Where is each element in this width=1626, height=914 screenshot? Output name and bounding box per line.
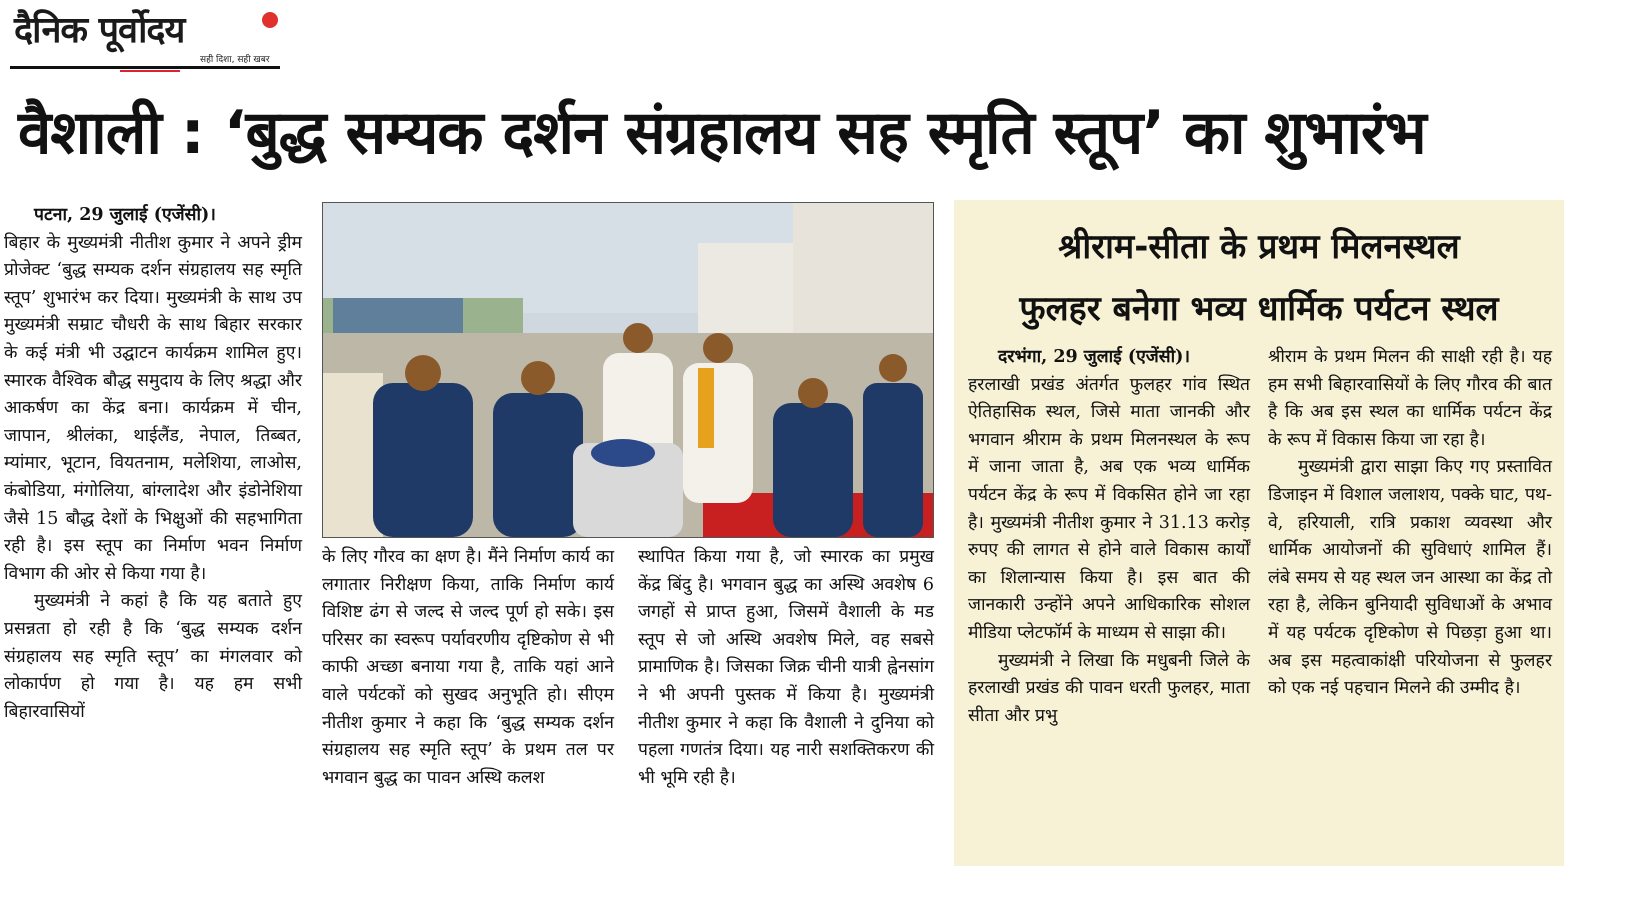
article1-paragraph2: मुख्यमंत्री ने कहां है कि यह बताते हुए प्रसन्नता हो रही है कि ‘बुद्ध सम्यक दर्शन संग्रहालय सह स्मृति स्तूप’ का मंगलवार को लोकार्पण हो गया है। यह हम सभी बिहारवासियों bbox=[4, 591, 302, 722]
main-headline: वैशाली : ‘बुद्ध सम्यक दर्शन संग्रहालय सह स्मृति स्तूप’ का शुभारंभ bbox=[18, 98, 1426, 168]
masthead bbox=[10, 4, 280, 72]
article2-paragraph4: मुख्यमंत्री द्वारा साझा किए गए प्रस्तावित डिजाइन में विशाल जलाशय, पक्के घाट, पथ-वे, हरियाली, रात्रि प्रकाश व्यवस्था और धार्मिक आयोजनों की सुविधाएं शामिल हैं। लंबे समय से यह स्थल जन आस्था का केंद्र तो रहा है, लेकिन बुनियादी सुविधाओं के अभाव में यह पर्यटक दृष्टिकोण से पिछड़ा हुआ था। अब इस महत्वाकांक्षी परियोजना से फुलहर को एक नई पहचान मिलने की उम्मीद है। bbox=[1268, 457, 1552, 699]
photo-illustration bbox=[323, 203, 933, 537]
news-photo bbox=[322, 202, 934, 538]
article2-column2 bbox=[1268, 344, 1552, 703]
article1-column3: स्थापित किया गया है, जो स्मारक का प्रमुख केंद्र बिंदु है। भगवान बुद्ध का अस्थि अवशेष 6 जगहों से प्राप्त हुआ, जिसमें वैशाली के मड स्तूप से जो अस्थि अवशेष मिले, वह सबसे प्रामाणिक है। जिसका जिक्र चीनी यात्री ह्वेनसांग ने भी अपनी पुस्तक में किया है। मुख्यमंत्री नीतीश कुमार ने कहा कि वैशाली ने दुनिया को पहला गणतंत्र दिया। यह नारी सशक्तिकरण की भी भूमि रही है। bbox=[638, 547, 934, 788]
tagline: सही दिशा, सही खबर bbox=[200, 55, 270, 65]
article2-paragraph1: हरलाखी प्रखंड अंतर्गत फुलहर गांव स्थित ऐतिहासिक स्थल, जिसे माता जानकी और भगवान श्रीराम के प्रथम मिलनस्थल के रूप में जाना जाता है, अब एक भव्य धार्मिक पर्यटन केंद्र के रूप में विकसित होने जा रहा है। मुख्यमंत्री नीतीश कुमार ने 31.13 करोड़ रुपए की लागत से होने वाले विकास कार्यों का शिलान्यास किया है। इस बात की जानकारी उन्होंने अपने आधिकारिक सोशल मीडिया प्लेटफॉर्म के माध्यम से साझा की। bbox=[968, 374, 1250, 643]
article2-title-line1: श्रीराम-सीता के प्रथम मिलनस्थल bbox=[1058, 227, 1460, 267]
article2-column1 bbox=[968, 344, 1250, 730]
newspaper-name: दैनिक पूर्वोदय bbox=[14, 10, 185, 51]
article2-paragraph2: मुख्यमंत्री ने लिखा कि मधुबनी जिले के हरलाखी प्रखंड की पावन धरती फुलहर, माता सीता और प्रभु bbox=[968, 650, 1250, 726]
article1-column1 bbox=[4, 202, 302, 726]
article2-title-line2: फुलहर बनेगा भव्य धार्मिक पर्यटन स्थल bbox=[1019, 289, 1499, 329]
logo-dot-icon bbox=[262, 12, 278, 28]
masthead-rule bbox=[10, 66, 280, 69]
article1-column2: के लिए गौरव का क्षण है। मैंने निर्माण कार्य का लगातार निरीक्षण किया, ताकि निर्माण कार्य विशिष्ट ढंग से जल्द से जल्द पूर्ण हो सके। इस परिसर का स्वरूप पर्यावरणीय दृष्टिकोण से भी काफी अच्छा बनाया गया है, ताकि यहां आने वाले पर्यटकों को सुखद अनुभूति हो। सीएम नीतीश कुमार ने कहा कि ‘बुद्ध सम्यक दर्शन संग्रहालय सह स्मृति स्तूप’ के प्रथम तल पर भगवान बुद्ध का पावन अस्थि कलश bbox=[322, 547, 614, 788]
masthead-accent bbox=[120, 70, 180, 72]
article1-paragraph1: बिहार के मुख्यमंत्री नीतीश कुमार ने अपने ड्रीम प्रोजेक्ट ‘बुद्ध सम्यक दर्शन संग्रहालय सह स्मृति स्तूप’ शुभारंभ कर दिया। मुख्यमंत्री के साथ उप मुख्यमंत्री सम्राट चौधरी के साथ बिहार सरकार के कई मंत्री भी उद्घाटन कार्यक्रम शामिल हुए। स्मारक वैश्विक बौद्ध समुदाय के लिए श्रद्धा और आकर्षण का केंद्र बना। कार्यक्रम में चीन, जापान, श्रीलंका, थाईलैंड, नेपाल, तिब्बत, म्यांमार, भूटान, वियतनाम, मलेशिया, लाओस, कंबोडिया, मंगोलिया, बांग्लादेश और इंडोनेशिया जैसे 15 बौद्ध देशों के भिक्षुओं की सहभागिता रही है। इस स्तूप का निर्माण भवन निर्माण विभाग की ओर से किया गया है। bbox=[4, 232, 302, 584]
article2-paragraph3: श्रीराम के प्रथम मिलन की साक्षी रही है। यह हम सभी बिहारवासियों के लिए गौरव की बात है कि अब इस स्थल का धार्मिक पर्यटन केंद्र के रूप में विकास किया जा रहा है। bbox=[1268, 347, 1552, 450]
article1-dateline: पटना, 29 जुलाई (एजेंसी)। bbox=[34, 205, 216, 225]
article2-dateline: दरभंगा, 29 जुलाई (एजेंसी)। bbox=[998, 347, 1191, 367]
